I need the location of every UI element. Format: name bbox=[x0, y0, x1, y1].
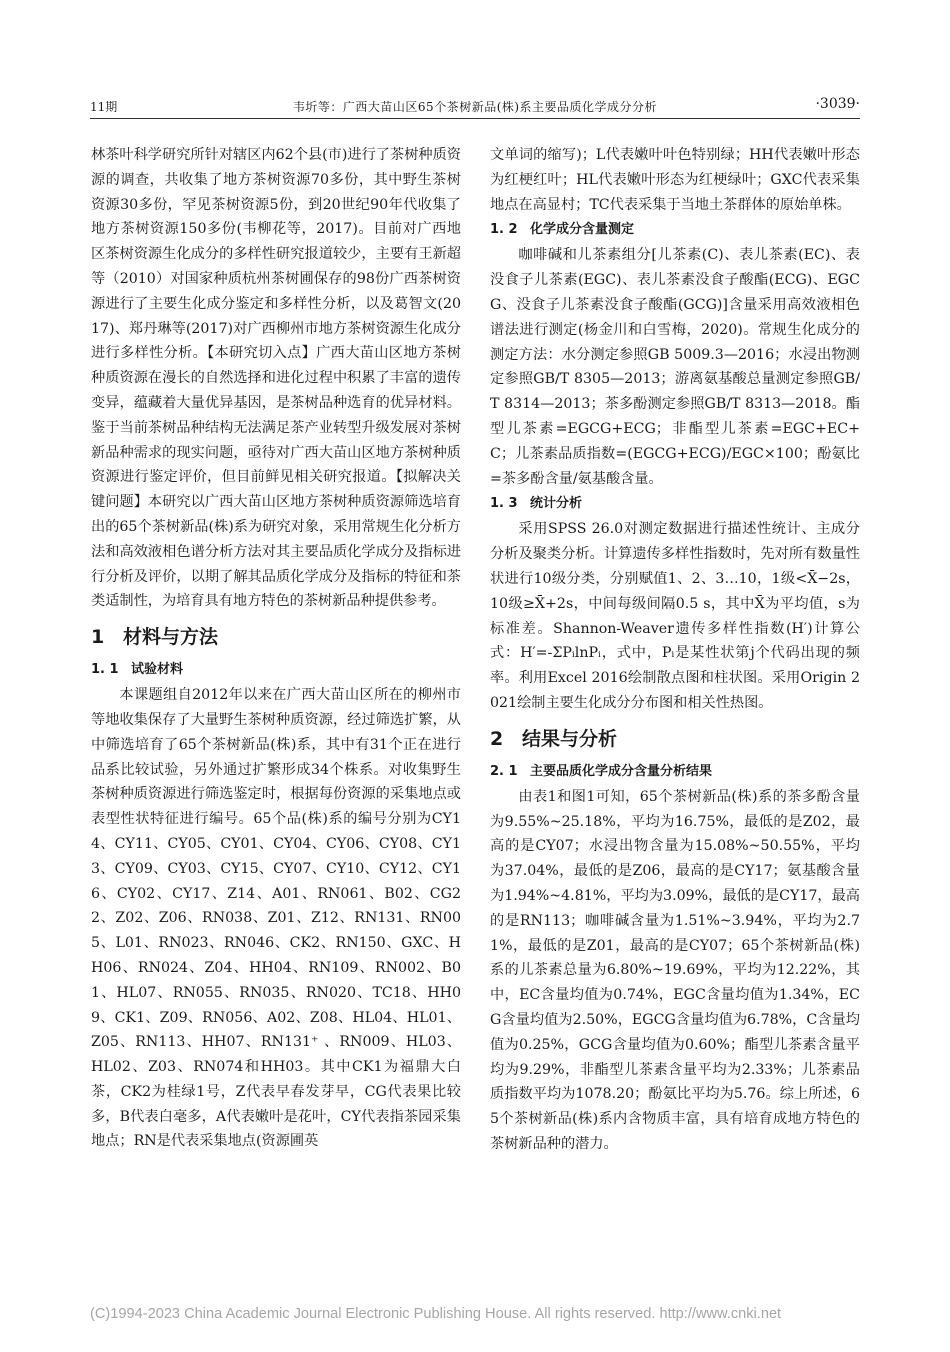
intro-paragraph-continued: 林茶叶科学研究所针对辖区内62个县(市)进行了茶树种质资源的调查，共收集了地方茶树资源70多份，其中野生茶树资源30多份，罕见茶树资源5份，到20世纪90年代收集了地方茶树资源150多份(韦柳花等，2017)。目前对广西地区茶树资源生化成分的多样性研究报道较少，主要有王新超等（2010）对国家种质杭州茶树圃保存的98份广西茶树资源进行了主要生化成分鉴定和多样性分析，以及葛智文(2017)、郑丹琳等(2017)对广西柳州市地方茶树资源生化成分进行多样性分析。【本研究切入点】广西大苗山区地方茶树种质资源在漫长的自然选择和进化过程中积累了丰富的遗传变异，蕴藏着大量优异基因，是茶树品种选育的优异材料。鉴于当前茶树品种结构无法满足茶产业转型升级发展对茶树新品种需求的现实问题，亟待对广西大苗山区地方茶树种质资源进行鉴定评价，但目前鲜见相关研究报道。【拟解决关键问题】本研究以广西大苗山区地方茶树种质资源筛选培育出的65个茶树新品(株)系为研究对象，采用常规生化分析方法和高效液相色谱分析方法对其主要品质化学成分及指标进行分析及评价，以期了解其品质化学成分及指标的特征和茶类适制性，为培育具有地方特色的茶树新品种提供参考。 bbox=[91, 147, 461, 610]
subsection-number: 2. 1 bbox=[490, 763, 518, 779]
section-heading-methods bbox=[91, 622, 461, 652]
subsection-number: 1. 2 bbox=[490, 222, 518, 238]
subsection-heading-quality-results bbox=[490, 760, 860, 784]
section-title: 结果与分析 bbox=[522, 727, 618, 750]
running-header bbox=[90, 94, 860, 119]
subsection-heading-statistics bbox=[490, 492, 860, 516]
subsection-title: 统计分析 bbox=[530, 496, 583, 512]
materials-paragraph: 本课题组自2012年以来在广西大苗山区所在的柳州市等地收集保存了大量野生茶树种质资源，经过筛选扩繁，从中筛选培育了65个茶树新品(株)系，其中有31个正在进行品系比较试验，另外通过扩繁形成34个株系。对收集野生茶树种质资源进行筛选鉴定时，根据每份资源的采集地点或表型性状特征进行编号。65个品(株)系的编号分别为CY14、CY11、CY05、CY01、CY04、CY06、CY08、CY13、CY09、CY03、CY15、CY07、CY10、CY12、CY16、CY02、CY17、Z14、A01、RN061、B02、CG22、Z02、Z06、RN038、Z01、Z12、RN131、RN005、L01、RN023、RN046、CK2、RN150、GXC、HH06、RN024、Z04、HH04、RN109、RN002、B01、HL07、RN055、RN035、RN020、TC18、HH09、CK1、Z09、RN056、A02、Z08、HL04、HL01、Z05、RN113、HH07、RN131⁺ 、RN009、HL03、HL02、Z03、RN074和HH03。其中CK1为福鼎大白茶，CK2为桂绿1号，Z代表早春发芽早，CG代表果比较多，B代表白毫多，A代表嫩叶是花叶，CY代表指茶园采集地点；RN是代表采集地点(资源圃英 bbox=[91, 687, 461, 1150]
left-column bbox=[91, 143, 461, 1154]
materials-paragraph-continued: 文单词的缩写)；L代表嫩叶叶色特别绿；HH代表嫩叶形态为红梗红叶；HL代表嫩叶形态为红梗绿叶；GXC代表采集地点在高显村；TC代表采集于当地土茶群体的原始单株。 bbox=[490, 147, 860, 213]
results-paragraph: 由表1和图1可知，65个茶树新品(株)系的茶多酚含量为9.55%~25.18%，平均为16.75%，最低的是Z02，最高的是CY07；水浸出物含量为15.08%~50.55%，平均为37.04%，最低的是Z06，最高的是CY17；氨基酸含量为1.94%~4.81%，平均为3.09%，最低的是CY17，最高的是RN113；咖啡碱含量为1.51%~3.94%，平均为2.71%，最低的是Z01，最高的是CY07；65个茶树新品(株)系的儿茶素总量为6.80%~19.69%，平均为12.22%，其中，EC含量均值为0.74%，EGC含量均值为1.34%，ECG含量均值为2.50%，EGCG含量均值为6.78%，C含量均值为0.25%，GCG含量均值为0.60%；酯型儿茶素含量平均为9.29%，非酯型儿茶素含量平均为2.33%；儿茶素品质指数平均为1078.20；酚氨比平均为5.76。综上所述，65个茶树新品(株)系内含物质丰富，具有培育成地方特色的茶树新品种的潜力。 bbox=[490, 788, 860, 1152]
section-heading-results bbox=[490, 724, 860, 754]
subsection-heading-measurement bbox=[490, 218, 860, 242]
subsection-title: 化学成分含量测定 bbox=[530, 222, 635, 238]
section-number: 1 bbox=[91, 626, 105, 649]
section-number: 2 bbox=[490, 727, 504, 750]
subsection-title: 主要品质化学成分含量分析结果 bbox=[530, 763, 713, 779]
issue-number: 11期 bbox=[90, 100, 118, 114]
subsection-title: 试验材料 bbox=[131, 662, 184, 678]
page-number: ·3039· bbox=[815, 96, 860, 112]
section-title: 材料与方法 bbox=[123, 626, 219, 649]
right-column bbox=[490, 143, 860, 1157]
statistics-paragraph: 采用SPSS 26.0对测定数据进行描述性统计、主成分分析及聚类分析。计算遗传多样性指数时，先对所有数量性状进行10级分类，分别赋值1、2、3…10，1级<X̄−2s，10级≥X̄+2s，中间每级间隔0.5 s，其中X̄为平均值，s为标准差。Shannon-Weaver遗传多样性指数(H′)计算公式：H′=-ΣPᵢlnPᵢ，式中，Pᵢ是某性状第j个代码出现的频率。利用Excel 2016绘制散点图和柱状图。采用Origin 2021绘制主要生化成分分布图和相关性热图。 bbox=[490, 521, 860, 711]
copyright-footer: (C)1994-2023 China Academic Journal Electronic Publishing House. All rights reserved. http://www.cnki.net bbox=[90, 1306, 782, 1322]
subsection-heading-materials bbox=[91, 658, 461, 682]
running-title: 韦圻等：广西大苗山区65个茶树新品(株)系主要品质化学成分分析 bbox=[292, 100, 658, 114]
subsection-number: 1. 3 bbox=[490, 496, 518, 512]
measurement-paragraph: 咖啡碱和儿茶素组分[儿茶素(C)、表儿茶素(EC)、表没食子儿茶素(EGC)、表儿茶素没食子酸酯(ECG)、EGCG、没食子儿茶素没食子酸酯(GCG)]含量采用高效液相色谱法进行测定(杨金川和白雪梅，2020)。常规生化成分的测定方法：水分测定参照GB 5009.3—2016；水浸出物测定参照GB/T 8305—2013；游离氨基酸总量测定参照GB/T 8314—2013；茶多酚测定参照GB/T 8313—2018。酯型儿茶素=EGCG+ECG；非酯型儿茶素=EGC+EC+C；儿茶素品质指数=(EGCG+ECG)/EGC×100；酚氨比=茶多酚含量/氨基酸含量。 bbox=[490, 247, 860, 487]
subsection-number: 1. 1 bbox=[91, 662, 119, 678]
